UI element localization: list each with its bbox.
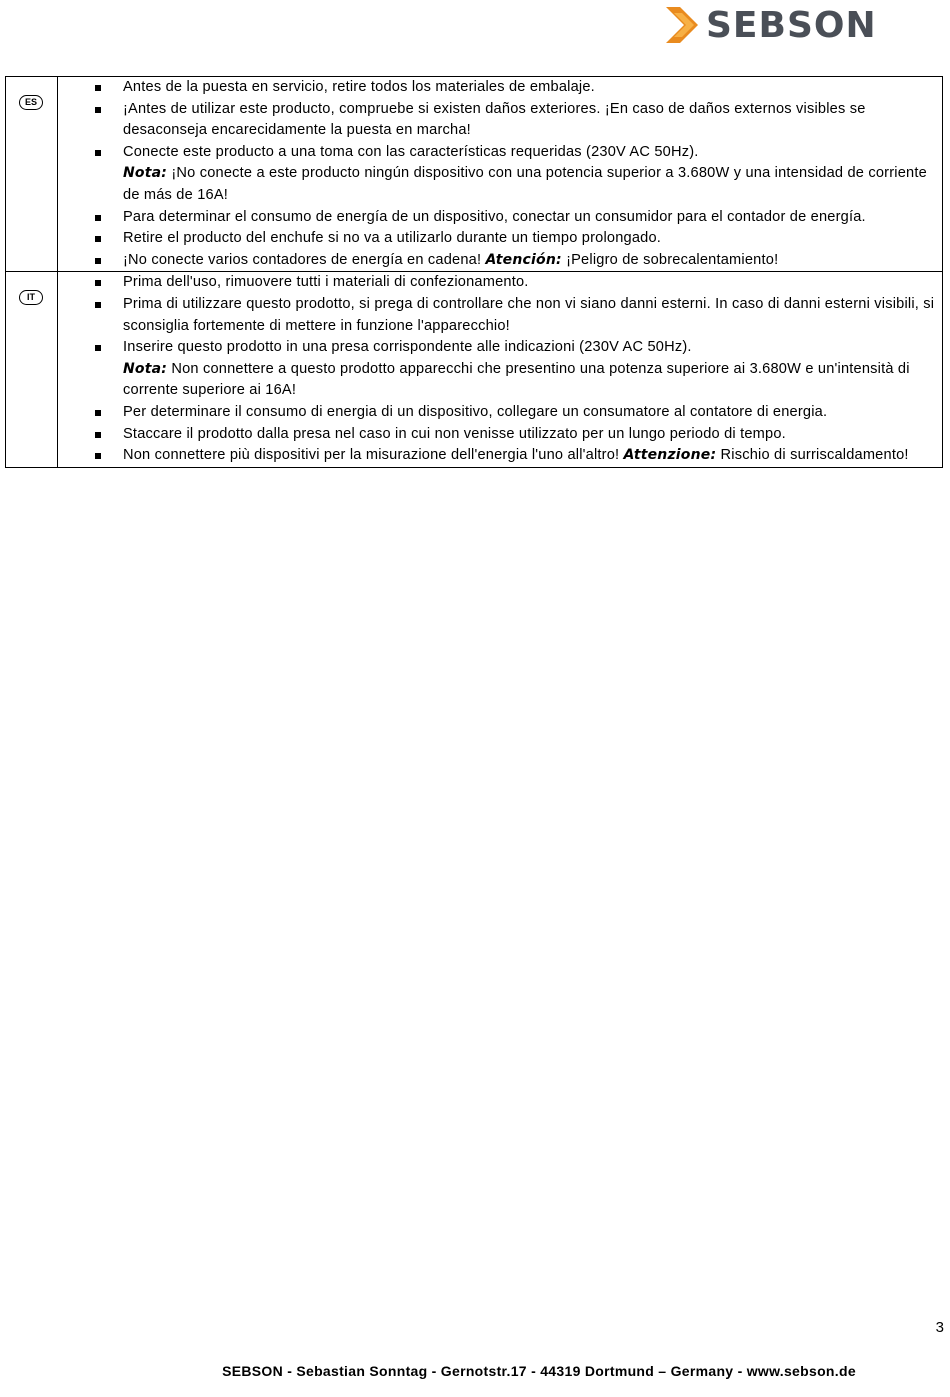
bullet-item <box>58 424 942 446</box>
note-text: Non connettere a questo prodotto apparecchi che presentino una potenza superiore ai 3.680W e un'intensità di corrente superiore ai 16A! <box>123 360 910 399</box>
warning-item <box>58 250 942 272</box>
note-label: Nota: <box>123 360 168 377</box>
bullet-text: Staccare il prodotto dalla presa nel caso in cui non venisse utilizzato per un lungo periodo di tempo. <box>123 425 786 442</box>
instructions-table <box>5 76 943 468</box>
bullet-item <box>58 207 942 229</box>
warning-label: Atención: <box>485 251 562 268</box>
language-badge-icon: IT <box>19 290 43 305</box>
logo-text: SEBSON <box>706 4 877 46</box>
note-text: ¡No conecte a este producto ningún dispositivo con una potencia superior a 3.680W y una intensidad de corriente de más de 16A! <box>123 165 927 203</box>
instruction-list <box>58 272 942 466</box>
bullet-item <box>58 402 942 424</box>
bullet-text: Inserire questo prodotto in una presa corrispondente alle indicazioni (230V AC 50Hz). <box>123 339 692 356</box>
language-badge-icon: ES <box>19 95 43 110</box>
footer-address: SEBSON - Sebastian Sonntag - Gernotstr.17 - 44319 Dortmund – Germany - www.sebson.de <box>222 1363 856 1379</box>
bullet-text: Retire el producto del enchufe si no va a utilizarlo durante un tiempo prolongado. <box>123 230 662 247</box>
logo-chevron-icon <box>662 5 702 45</box>
warning-detail: Rischio di surriscaldamento! <box>716 447 909 464</box>
bullet-item <box>58 272 942 294</box>
instructions-cell <box>58 77 943 272</box>
section-row-es <box>6 77 943 272</box>
language-cell <box>6 77 58 272</box>
note-label: Nota: <box>123 165 168 182</box>
bullet-item <box>58 294 942 337</box>
instruction-list <box>58 77 942 271</box>
bullet-item <box>58 337 942 359</box>
warning-label: Attenzione: <box>623 447 717 464</box>
note-item <box>58 163 942 206</box>
bullet-text: Prima di utilizzare questo prodotto, si prega di controllare che non vi siano danni esterni. In caso di danni esterni visibili, si sconsiglia fortemente di mettere in funzione l'apparecchio! <box>123 295 935 334</box>
bullet-text: Prima dell'uso, rimuovere tutti i materiali di confezionamento. <box>123 274 529 291</box>
bullet-item <box>58 142 942 164</box>
bullet-text: Para determinar el consumo de energía de un dispositivo, conectar un consumidor para el contador de energía. <box>123 208 866 225</box>
instructions-cell <box>58 272 943 467</box>
warning-item <box>58 445 942 467</box>
bullet-item <box>58 228 942 250</box>
warning-text: Non connettere più dispositivi per la misurazione dell'energia l'uno all'altro! <box>123 447 624 464</box>
bullet-text: Antes de la puesta en servicio, retire todos los materiales de embalaje. <box>123 79 595 95</box>
warning-text: ¡No conecte varios contadores de energía en cadena! <box>123 251 486 268</box>
bullet-item <box>58 99 942 142</box>
sebson-logo <box>662 3 877 47</box>
section-row-it <box>6 272 943 467</box>
bullet-text: Conecte este producto a una toma con las características requeridas (230V AC 50Hz). <box>123 143 699 160</box>
note-item <box>58 359 942 402</box>
warning-detail: ¡Peligro de sobrecalentamiento! <box>561 251 779 268</box>
bullet-text: ¡Antes de utilizar este producto, compruebe si existen daños exteriores. ¡En caso de daños externos visibles se desaconseja encarecidamente la puesta en marcha! <box>123 100 866 139</box>
language-cell <box>6 272 58 467</box>
page-number: 3 <box>935 1319 944 1336</box>
bullet-text: Per determinare il consumo di energia di un dispositivo, collegare un consumatore al contatore di energia. <box>123 403 828 420</box>
bullet-item <box>58 77 942 99</box>
